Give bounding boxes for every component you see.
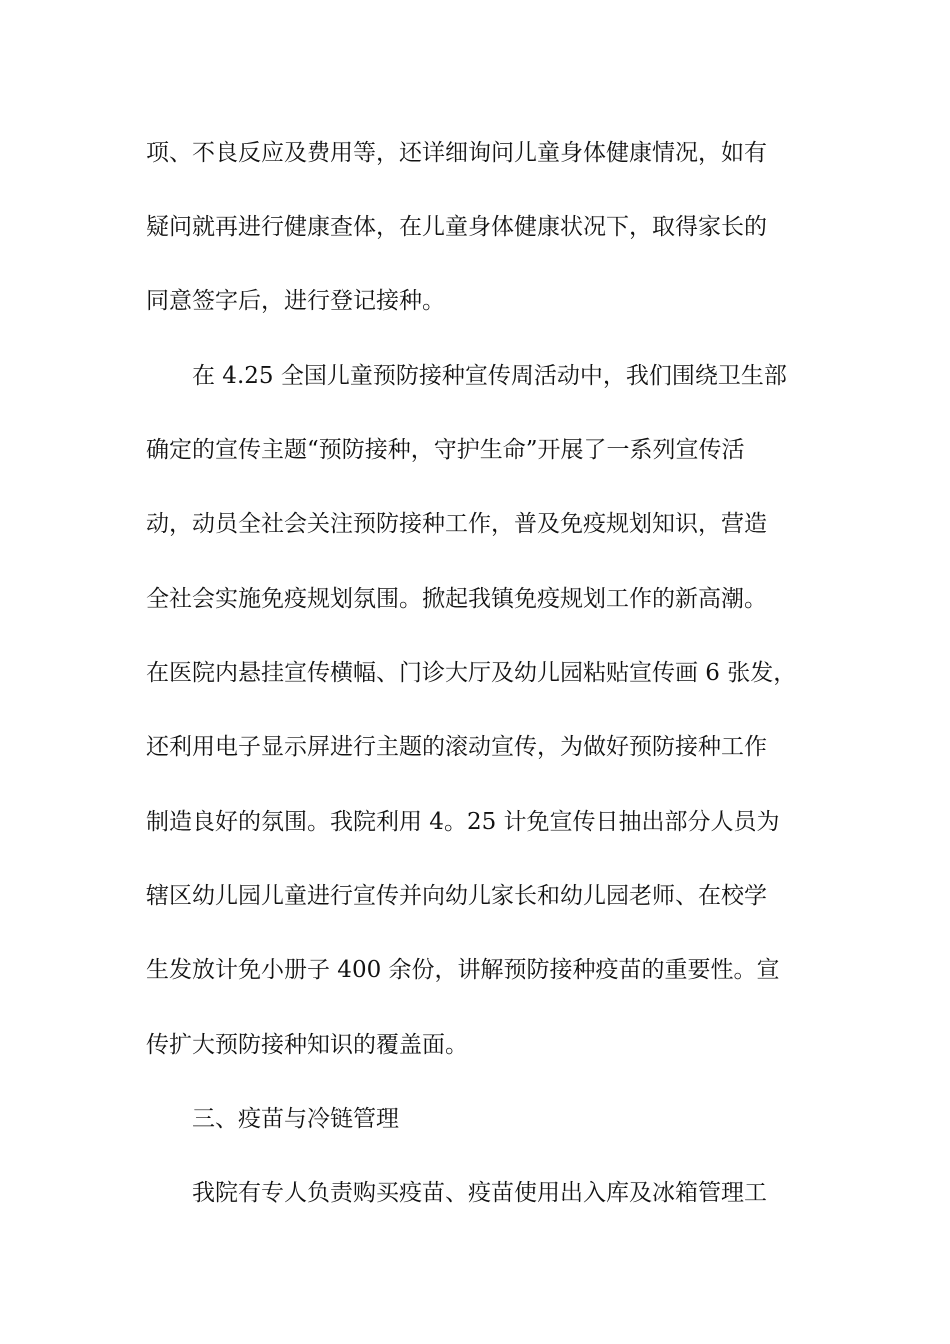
text-line: 制造良好的氛围。我院利用 4。25 计免宣传日抽出部分人员为 <box>146 809 780 835</box>
text-line: 辖区幼儿园儿童进行宣传并向幼儿家长和幼儿园老师、在校学 <box>146 883 767 909</box>
text-line: 传扩大预防接种知识的覆盖面。 <box>146 1032 468 1058</box>
text-line: 项、不良反应及费用等，还详细询问儿童身体健康情况，如有 <box>146 140 767 166</box>
text-line: 疑问就再进行健康查体，在儿童身体健康状况下，取得家长的 <box>146 214 767 240</box>
text-line: 同意签字后，进行登记接种。 <box>146 288 445 314</box>
section-heading: 三、疫苗与冷链管理 <box>192 1106 399 1132</box>
text-line: 在医院内悬挂宣传横幅、门诊大厅及幼儿园粘贴宣传画 6 张发， <box>146 660 797 686</box>
paragraph-start-line: 在 4.25 全国儿童预防接种宣传周活动中，我们围绕卫生部 <box>192 363 787 389</box>
text-line: 生发放计免小册子 400 余份，讲解预防接种疫苗的重要性。宣 <box>146 957 780 983</box>
paragraph-start-line: 我院有专人负责购买疫苗、疫苗使用出入库及冰箱管理工 <box>192 1180 767 1206</box>
text-line: 全社会实施免疫规划氛围。掀起我镇免疫规划工作的新高潮。 <box>146 586 767 612</box>
text-line: 还利用电子显示屏进行主题的滚动宣传，为做好预防接种工作 <box>146 734 767 760</box>
text-line: 动，动员全社会关注预防接种工作，普及免疫规划知识，营造 <box>146 511 767 537</box>
text-line: 确定的宣传主题“预防接种，守护生命”开展了一系列宣传活 <box>146 437 745 463</box>
